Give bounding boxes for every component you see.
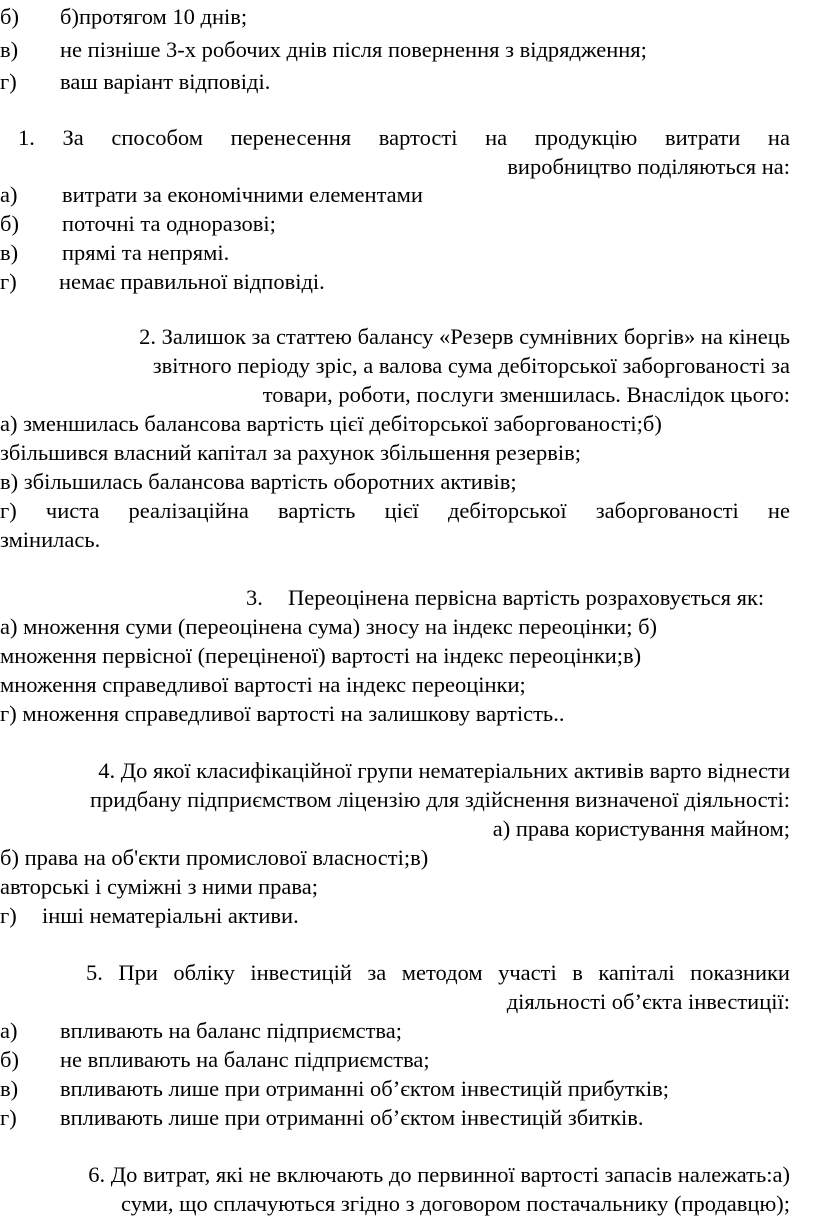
q3-line-1: а) множення суми (переоцінена сума) зносу на індекс переоцінки; б): [0, 614, 658, 639]
option-g-label: г): [0, 69, 17, 94]
q1-option-a-text: витрати за економічними елементами: [62, 182, 423, 207]
q1-word: перенесення: [230, 125, 352, 150]
q5-word: в: [572, 960, 583, 985]
q1-word: витрати: [664, 125, 741, 150]
question-1-line-2: виробництво поділяються на:: [507, 154, 790, 179]
question-4-line-2: придбану підприємством ліцензію для здійснення визначеної діяльності:: [90, 787, 790, 812]
q4-line-5: авторські і суміжні з ними права;: [0, 874, 318, 899]
question-6-line-1: 6. До витрат, які не включають до первинної вартості запасів належать:а): [88, 1162, 790, 1187]
q5-option-g-label: г): [0, 1105, 17, 1130]
q1-option-b-label: б): [0, 211, 19, 236]
q1-word: на: [767, 125, 790, 150]
q2-word: вартість: [278, 498, 356, 523]
q2-word: г): [0, 498, 17, 523]
q5-option-v-label: в): [0, 1076, 19, 1101]
q5-option-a-label: а): [0, 1018, 18, 1043]
option-b-label: б): [0, 4, 19, 29]
q5-word: 5.: [86, 960, 103, 985]
question-5-line-2: діяльності об’єкта інвестиції:: [506, 989, 790, 1014]
q5-word: участі: [498, 960, 557, 985]
question-3-number: 3.: [246, 585, 263, 610]
q5-option-v-text: впливають лише при отриманні об’єктом інвестицій прибутків;: [60, 1076, 669, 1101]
q1-option-b-text: поточні та одноразові;: [62, 211, 276, 236]
q2-option-line-4: [0, 497, 790, 525]
option-v-text: не пізніше 3-х робочих днів після повернення з відрядження;: [60, 37, 647, 62]
q5-option-b-text: не впливають на баланс підприємства;: [60, 1047, 430, 1072]
q5-word: показники: [690, 960, 790, 985]
question-2-line-2: звітного періоду зріс, а валова сума дебіторської заборгованості за: [152, 353, 790, 378]
question-5-line-1: [86, 959, 790, 987]
question-2-line-3: товари, роботи, послуги зменшилась. Внаслідок цього:: [262, 382, 790, 407]
q1-option-g-label: г): [0, 269, 17, 294]
q5-word: методом: [401, 960, 483, 985]
q5-option-g-text: впливають лише при отриманні об’єктом інвестицій збитків.: [60, 1105, 644, 1130]
option-g-text: ваш варіант відповіді.: [60, 69, 271, 94]
q3-line-4: г) множення справедливої вартості на залишкову вартість..: [0, 701, 565, 726]
q1-option-a-label: а): [0, 182, 18, 207]
q1-word: способом: [111, 125, 203, 150]
q2-option-line-3: в) збільшилась балансова вартість оборотних активів;: [0, 469, 517, 494]
q2-word: реалізаційна: [128, 498, 249, 523]
q1-option-g-text: немає правильної відповіді.: [59, 269, 325, 294]
q5-option-a-text: впливають на баланс підприємства;: [60, 1018, 402, 1043]
q2-word: заборгованості: [595, 498, 739, 523]
q5-word: При: [118, 960, 158, 985]
q5-option-b-label: б): [0, 1047, 19, 1072]
q3-line-3: множення справедливої вартості на індекс переоцінки;: [0, 672, 526, 697]
question-4-line-1: 4. До якої класифікаційної групи нематеріальних активів варто віднести: [98, 758, 790, 783]
question-1-line-1: [18, 124, 790, 152]
q2-word: чиста: [45, 498, 100, 523]
q1-option-v-label: в): [0, 240, 19, 265]
q2-option-line-1: а) зменшилась балансова вартість цієї дебіторської заборгованості;б): [0, 411, 662, 436]
q4-line-4: б) права на об'єкти промислової власності;в): [0, 845, 429, 870]
option-v-label: в): [0, 37, 19, 62]
q3-line-2: множення первісної (переціненої) вартості на індекс переоцінки;в): [0, 643, 642, 668]
question-3-title: Переоцінена первісна вартість розраховується як:: [288, 585, 765, 610]
q1-word: За: [62, 125, 84, 150]
q1-word: продукцію: [534, 125, 638, 150]
q1-word: 1.: [18, 125, 35, 150]
q4-option-a: а) права користування майном;: [492, 816, 790, 841]
q5-word: за: [367, 960, 387, 985]
q5-word: обліку: [173, 960, 235, 985]
q4-option-g-label: г): [0, 903, 17, 928]
q1-word: на: [485, 125, 508, 150]
q2-option-line-5: змінилась.: [0, 527, 101, 552]
q2-word: дебіторської: [447, 498, 567, 523]
q2-word: цієї: [384, 498, 419, 523]
q4-option-g-text: інші нематеріальні активи.: [42, 903, 299, 928]
q2-option-line-2: збільшився власний капітал за рахунок збільшення резервів;: [0, 440, 581, 465]
option-b-text: б)протягом 10 днів;: [60, 4, 248, 29]
q2-word: не: [767, 498, 790, 523]
q5-word: капіталі: [598, 960, 675, 985]
question-2-line-1: 2. Залишок за статтею балансу «Резерв сумнівних боргів» на кінець: [139, 324, 790, 349]
q1-option-v-text: прямі та непрямі.: [62, 240, 230, 265]
q5-word: інвестицій: [250, 960, 352, 985]
q1-word: вартості: [378, 125, 458, 150]
question-6-line-2: суми, що сплачуються згідно з договором постачальнику (продавцю);: [121, 1191, 790, 1216]
